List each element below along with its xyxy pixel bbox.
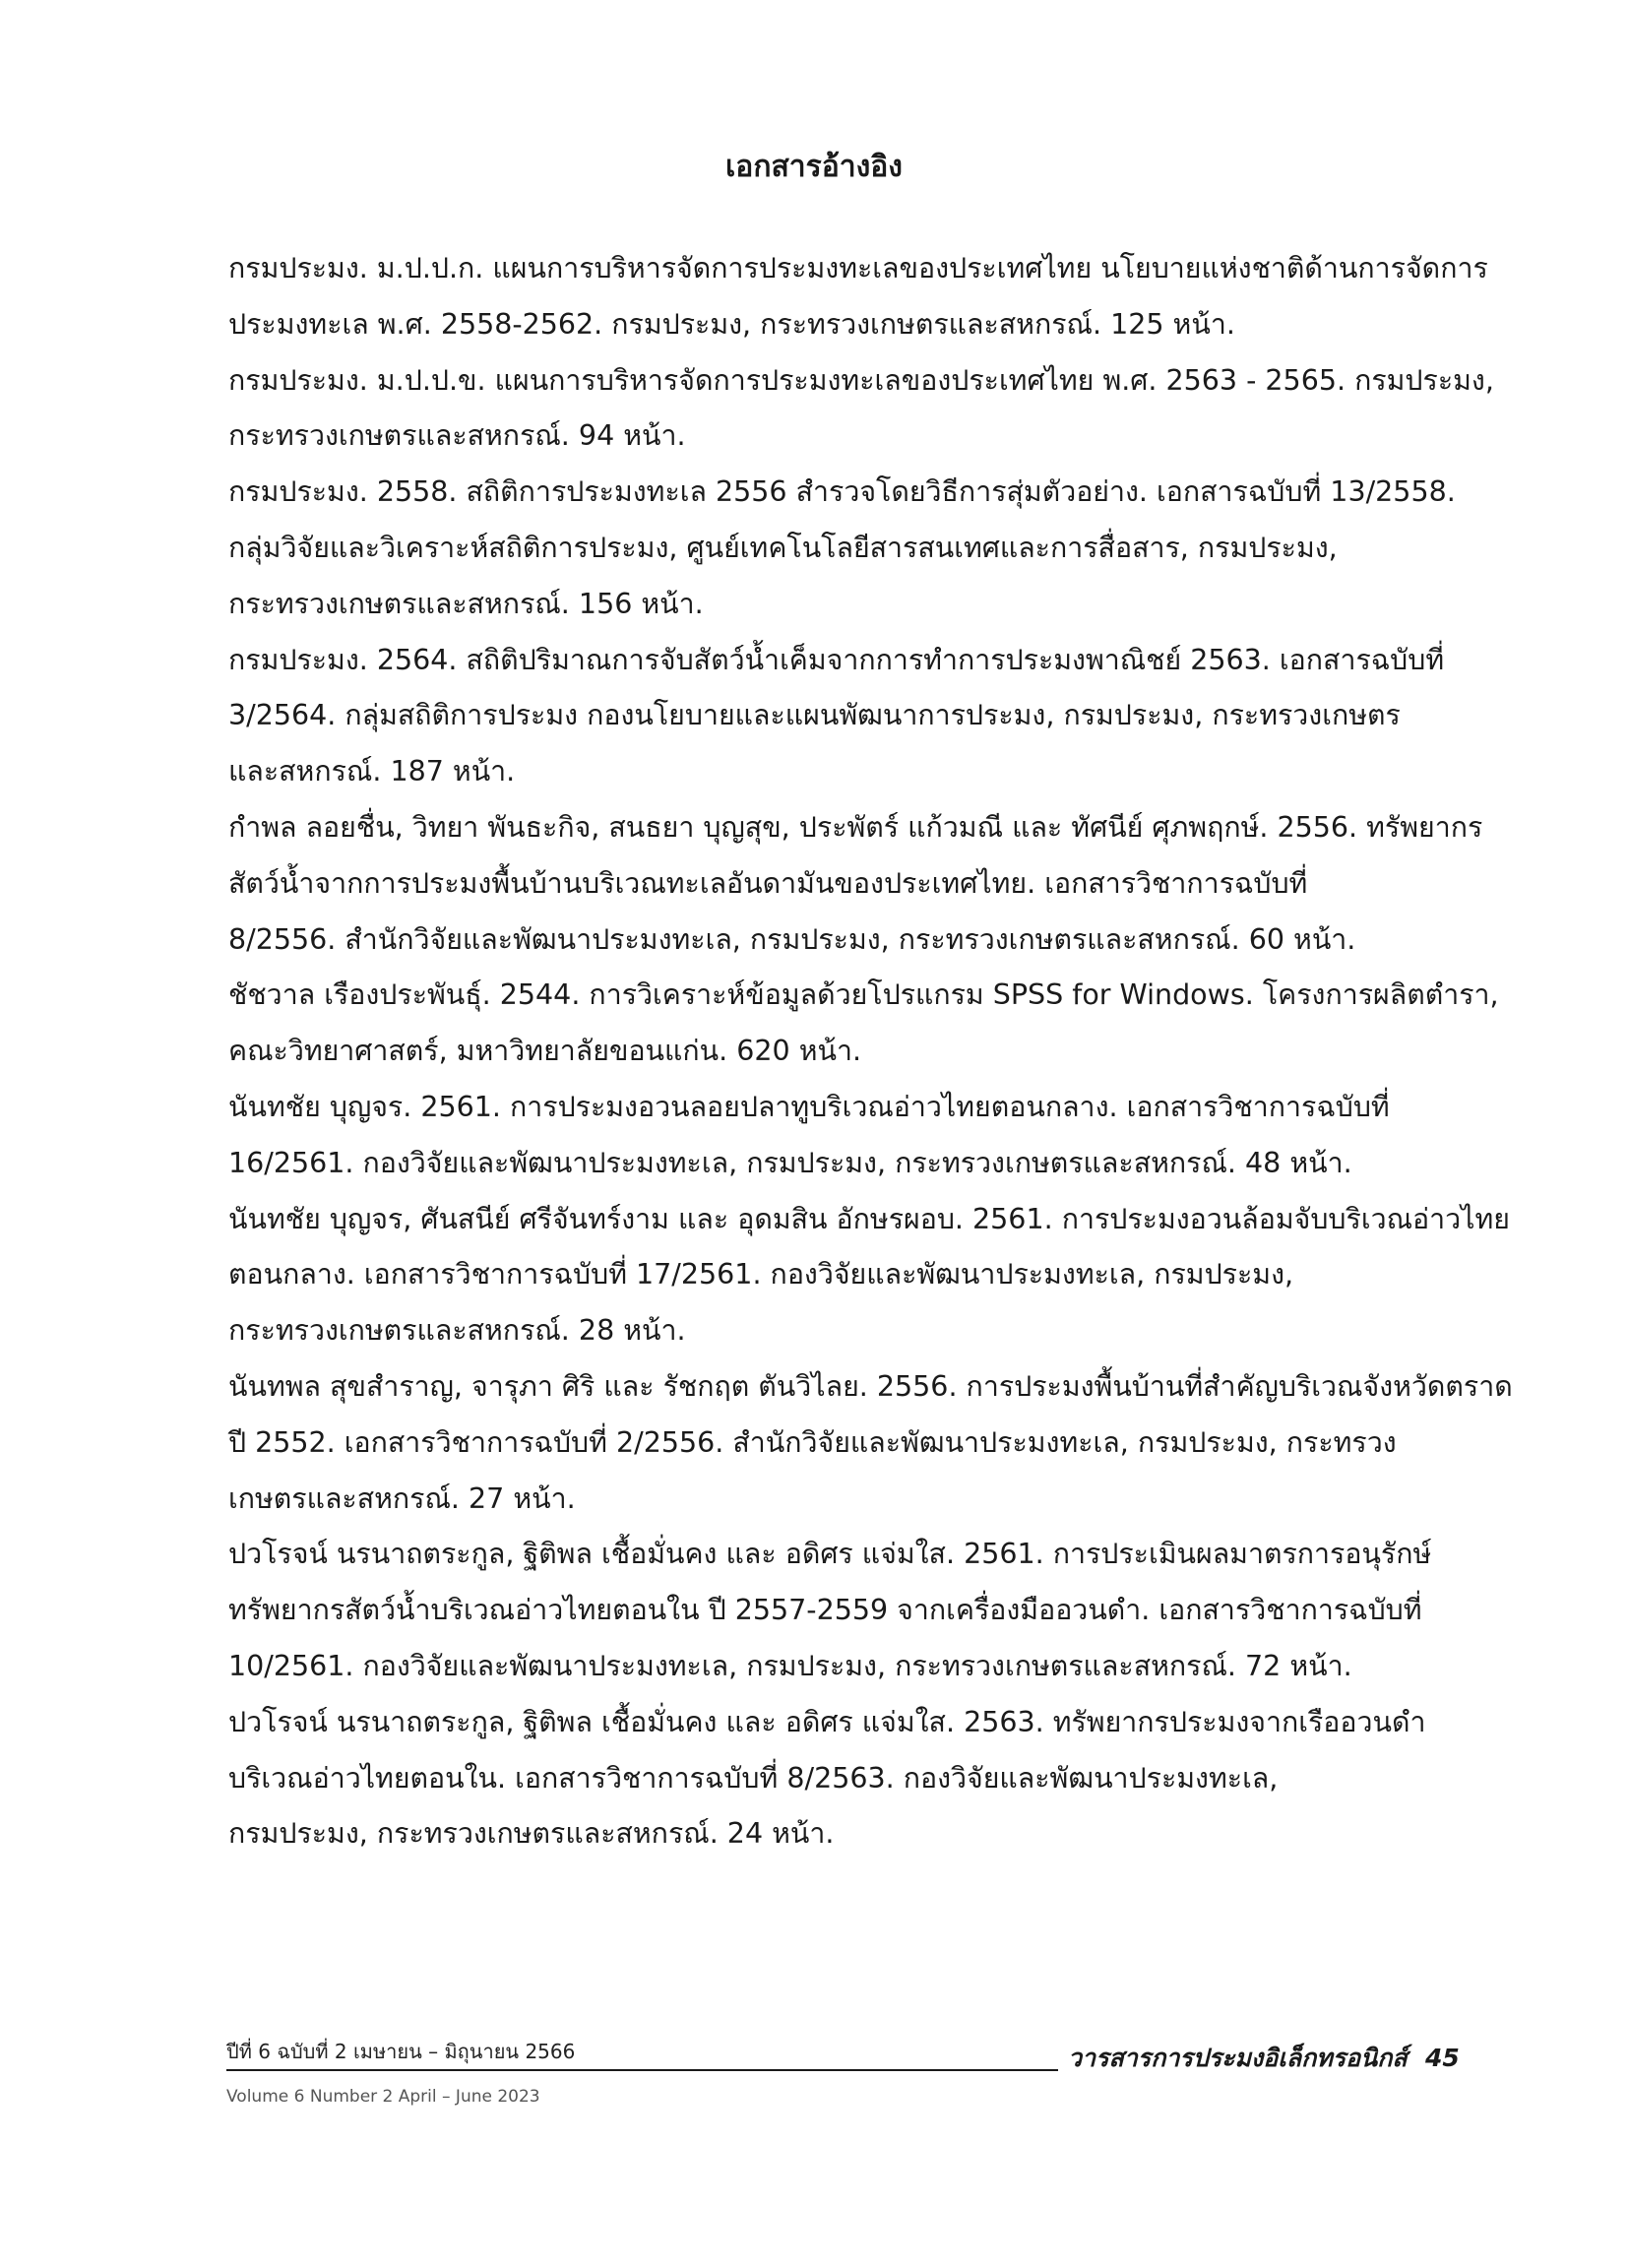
reference-line: ประมงทะเล พ.ศ. 2558-2562. กรมประมง, กระทรวงเกษตรและสหกรณ์. 125 หน้า.: [228, 307, 1235, 341]
reference-line: บริเวณอ่าวไทยตอนใน. เอกสารวิชาการฉบับที่ 8/2563. กองวิจัยและพัฒนาประมงทะเล,: [228, 1761, 1279, 1795]
reference-line: คณะวิทยาศาสตร์, มหาวิทยาลัยขอนแก่น. 620 หน้า.: [228, 1035, 862, 1068]
reference-entry: [228, 353, 1494, 466]
reference-entry: [228, 1359, 1513, 1527]
reference-line: ชัชวาล เรืองประพันธุ์. 2544. การวิเคราะห์ข้อมูลด้วยโปรแกรม SPSS for Windows. โครงการผลิตตำรา,: [228, 978, 1499, 1012]
reference-line: กลุ่มวิจัยและวิเคราะห์สถิติการประมง, ศูนย์เทคโนโลยีสารสนเทศและการสื่อสาร, กรมประมง,: [228, 531, 1338, 564]
reference-line: ตอนกลาง. เอกสารวิชาการฉบับที่ 17/2561. กองวิจัยและพัฒนาประมงทะเล, กรมประมง,: [228, 1258, 1294, 1292]
reference-entry: [228, 1080, 1464, 1192]
reference-line: 16/2561. กองวิจัยและพัฒนาประมงทะเล, กรมประมง, กระทรวงเกษตรและสหกรณ์. 48 หน้า.: [228, 1146, 1352, 1179]
reference-line: กระทรวงเกษตรและสหกรณ์. 156 หน้า.: [228, 587, 704, 620]
reference-line: กรมประมง, กระทรวงเกษตรและสหกรณ์. 24 หน้า.: [228, 1817, 835, 1851]
reference-line: สัตว์น้ำจากการประมงพื้นบ้านบริเวณทะเลอันดามันของประเทศไทย. เอกสารวิชาการฉบับที่: [228, 866, 1308, 900]
reference-line: ปี 2552. เอกสารวิชาการฉบับที่ 2/2556. สำนักวิจัยและพัฒนาประมงทะเล, กรมประมง, กระทรวง: [228, 1425, 1397, 1459]
reference-entry: [228, 1527, 1464, 1694]
page-number: 45: [1425, 2044, 1460, 2072]
reference-list: [228, 241, 1513, 1862]
footer-issue-thai: ปีที่ 6 ฉบับที่ 2 เมษายน – มิถุนายน 2566: [226, 2040, 576, 2063]
reference-line: กรมประมง. 2558. สถิติการประมงทะเล 2556 สำรวจโดยวิธีการสุ่มตัวอย่าง. เอกสารฉบับที่ 13/2558.: [228, 475, 1456, 509]
reference-line: กำพล ลอยชื่น, วิทยา พันธะกิจ, สนธยา บุญสุข, ประพัตร์ แก้วมณี และ ทัศนีย์ ศุภพฤกษ์. 2556. ทรัพยากร: [228, 810, 1483, 844]
reference-line: 3/2564. กลุ่มสถิติการประมง กองนโยบายและแผนพัฒนาการประมง, กรมประมง, กระทรวงเกษตร: [228, 699, 1401, 732]
reference-line: เกษตรและสหกรณ์. 27 หน้า.: [228, 1481, 576, 1515]
footer-issue-english: Volume 6 Number 2 April – June 2023: [226, 2087, 540, 2107]
footer-journal-title: วารสารการประมงอิเล็กทรอนิกส์: [1068, 2044, 1408, 2072]
reference-entry: [228, 633, 1464, 800]
reference-line: กรมประมง. ม.ป.ป.ข. แผนการบริหารจัดการประมงทะเลของประเทศไทย พ.ศ. 2563 - 2565. กรมประมง,: [228, 363, 1494, 397]
reference-line: 10/2561. กองวิจัยและพัฒนาประมงทะเล, กรมประมง, กระทรวงเกษตรและสหกรณ์. 72 หน้า.: [228, 1649, 1352, 1682]
reference-line: 8/2556. สำนักวิจัยและพัฒนาประมงทะเล, กรมประมง, กระทรวงเกษตรและสหกรณ์. 60 หน้า.: [228, 922, 1356, 956]
reference-line: และสหกรณ์. 187 หน้า.: [228, 755, 516, 788]
reference-line: นันทชัย บุญจร. 2561. การประมงอวนลอยปลาทูบริเวณอ่าวไทยตอนกลาง. เอกสารวิชาการฉบับที่: [228, 1090, 1390, 1123]
reference-line: กรมประมง. 2564. สถิติปริมาณการจับสัตว์น้ำเค็มจากการทำการประมงพาณิชย์ 2563. เอกสารฉบับที่: [228, 643, 1445, 676]
reference-line: กระทรวงเกษตรและสหกรณ์. 94 หน้า.: [228, 419, 686, 453]
reference-entry: [228, 241, 1488, 353]
reference-line: ปวโรจน์ นรนาถตระกูล, ฐิติพล เชื้อมั่นคง และ อดิศร แจ่มใส. 2563. ทรัพยากรประมงจากเรืออวนดำ: [228, 1705, 1426, 1738]
reference-line: กระทรวงเกษตรและสหกรณ์. 28 หน้า.: [228, 1314, 686, 1348]
page-heading: เอกสารอ้างอิง: [725, 150, 903, 184]
reference-entry: [228, 465, 1464, 632]
reference-line: กรมประมง. ม.ป.ป.ก. แผนการบริหารจัดการประมงทะเลของประเทศไทย นโยบายแห่งชาติด้านการจัดการ: [228, 252, 1488, 284]
footer-rule: [226, 2069, 1058, 2071]
reference-line: ปวโรจน์ นรนาถตระกูล, ฐิติพล เชื้อมั่นคง และ อดิศร แจ่มใส. 2561. การประเมินผลมาตรการอนุรักษ์: [228, 1538, 1432, 1571]
reference-line: นันทพล สุขสำราญ, จารุภา ศิริ และ รัชกฤต ตันวิไลย. 2556. การประมงพื้นบ้านที่สำคัญบริเวณจังหวัดตราด: [228, 1369, 1513, 1403]
reference-entry: [228, 1192, 1510, 1359]
reference-line: นันทชัย บุญจร, ศันสนีย์ ศรีจันทร์งาม และ อุดมสิน อักษรผอบ. 2561. การประมงอวนล้อมจับบริเวณอ่าวไทย: [228, 1202, 1510, 1235]
reference-line: ทรัพยากรสัตว์น้ำบริเวณอ่าวไทยตอนใน ปี 2557-2559 จากเครื่องมืออวนดำ. เอกสารวิชาการฉบับที่: [228, 1594, 1422, 1627]
reference-entry: [228, 800, 1483, 968]
reference-entry: [228, 968, 1499, 1080]
reference-entry: [228, 1695, 1464, 1862]
